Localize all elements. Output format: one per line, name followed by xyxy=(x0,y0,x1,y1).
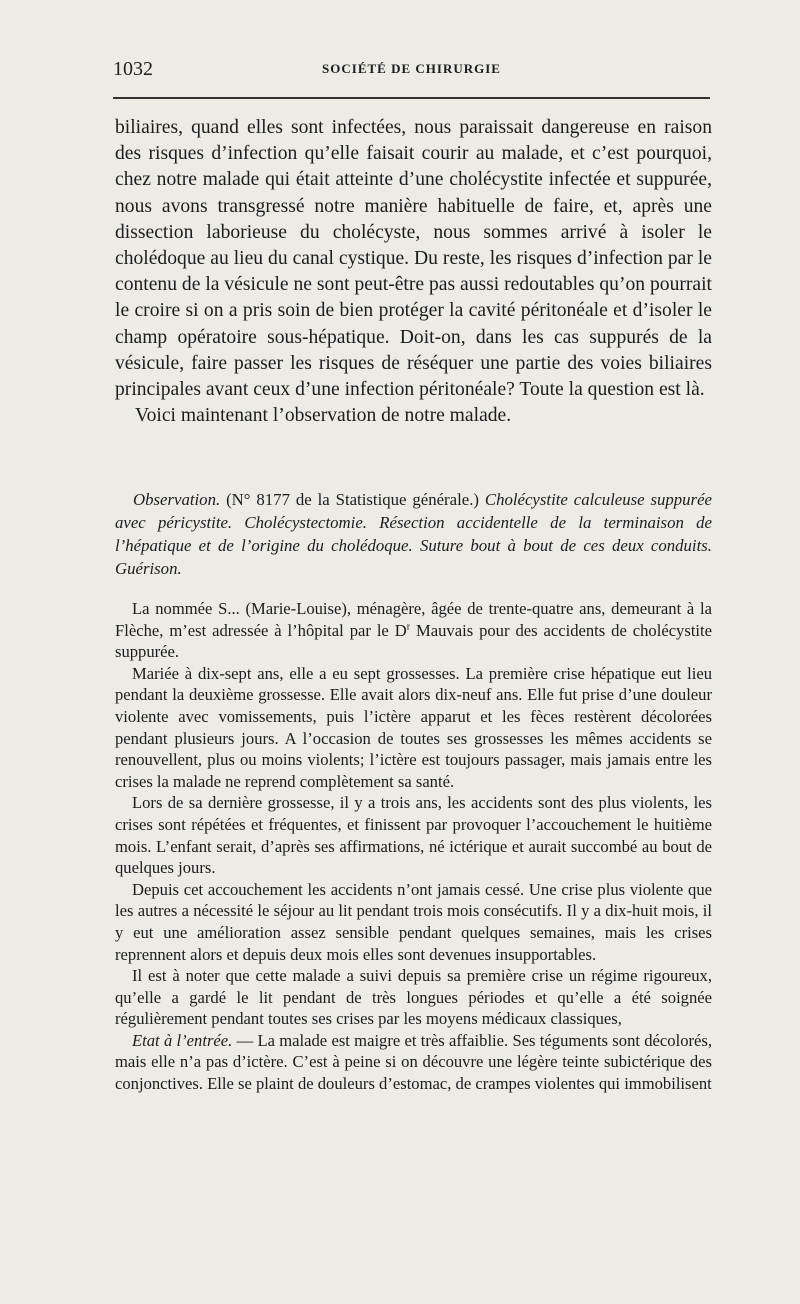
observation-heading xyxy=(115,488,712,580)
case-paragraph: Il est à noter que cette malade a suivi depuis sa première crise un régime rigoureux, qu’elle a gardé le lit pendant de très longues périodes et qu’elle a été soignée régulièrement pendant toutes ses crises par les moyens médicaux classiques, xyxy=(115,966,712,1029)
page-number: 1032 xyxy=(113,58,153,80)
header-rule xyxy=(113,97,710,99)
case-paragraph: Mariée à dix-sept ans, elle a eu sept grossesses. La première crise hépatique eut lieu pendant la deuxième grossesse. Elle avait alors dix-neuf ans. Elle fut prise d’une douleur violente avec vomissements, puis l’ictère apparut et les fèces restèrent décolorées pendant plusieurs jours. A l’occasion de toutes ses grossesses les mêmes accidents se renouvellent, plus ou moins violents; l’ictère est toujours passager, mais jamais entre les crises la malade ne reprend complètement sa santé. xyxy=(115,663,712,791)
page-header xyxy=(113,58,710,88)
case-paragraph xyxy=(115,1030,712,1095)
case-text: La nommée S... (Marie-Louise), ménagère, âgée de trente-quatre ans, demeurant à la Flèche, m’est adressée à l’hôpital par le D xyxy=(115,599,712,640)
case-text: Mauvais pour des accidents de cholécystite suppurée. xyxy=(115,620,713,662)
case-subheading: Etat à l’entrée. xyxy=(132,1030,233,1050)
intro-paragraph: Voici maintenant l’observation de notre malade. xyxy=(135,405,512,427)
intro-paragraph: biliaires, quand elles sont infectées, nous paraissait dangereuse en raison des risques d’infection qu’elle faisait courir au malade, et c’est pourquoi, chez notre malade qui était atteinte d’une cholécystite infectée et suppurée, nous avons transgressé notre manière habituelle de faire, et, après une dissection laborieuse du cholécyste, nous sommes arrivé à isoler le cholédoque au lieu du canal cystique. Du reste, les risques d’infection par le contenu de la vésicule ne sont peut-être pas aussi redoutables qu’on pourrait le croire si on a pris soin de bien protéger la cavité péritonéale et d’isoler le champ opératoire sous-hépatique. Doit-on, dans les cas suppurés de la vésicule, faire passer les risques de réséquer une partie des voies biliaires principales avant ceux d’une infection péritonéale? Toute la question est là. xyxy=(115,117,712,401)
running-head: SOCIÉTÉ DE CHIRURGIE xyxy=(322,61,501,76)
observation-label: Observation. xyxy=(133,490,221,509)
case-text: — La malade est maigre et très affaiblie. Ses téguments sont décolorés, mais elle n’a pas d’ictère. C’est à peine si on découvre une légère teinte subictérique des conjonctives. Elle se plaint de douleurs d’estomac, de crampes violentes qui immobilisent xyxy=(115,1030,712,1094)
observation-reference: (N° 8177 de la Statistique générale.) xyxy=(226,490,479,509)
observation-title: Cholécystite calculeuse suppurée avec péricystite. Cholécystectomie. Résection accidentelle de la terminaison de l’hépatique et de l’origine du cholédoque. Suture bout à bout de ces deux conduits. Guérison. xyxy=(115,490,712,578)
case-report xyxy=(115,598,712,1095)
case-paragraph: Lors de sa dernière grossesse, il y a trois ans, les accidents sont des plus violents, les crises sont répétées et fréquentes, et finissent par provoquer l’accouchement le huitième mois. L’enfant serait, d’après ses affirmations, né ictérique et aurait succombé au bout de quelques jours. xyxy=(115,793,712,878)
case-superscript: r xyxy=(406,621,411,633)
case-paragraph xyxy=(115,598,712,663)
case-paragraph: Depuis cet accouchement les accidents n’ont jamais cessé. Une crise plus violente que les autres a nécessité le séjour au lit pendant trois mois consécutifs. Il y a dix-huit mois, il y eut une amélioration assez sensible pendant quelques semaines, mais les crises reprennent alors et depuis deux mois elles sont devenues insupportables. xyxy=(115,879,712,964)
intro-text xyxy=(115,115,712,429)
